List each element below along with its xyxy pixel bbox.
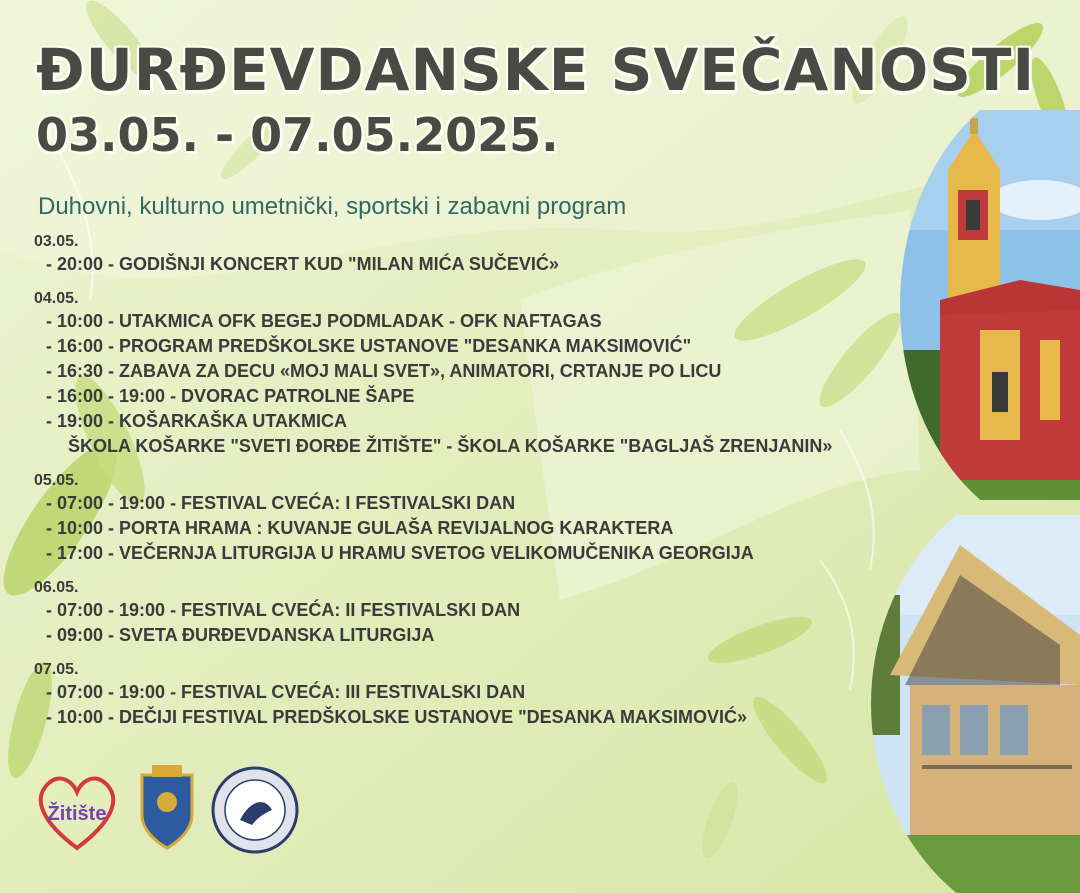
event-item: - 09:00 - SVETA ĐURĐEVDANSKA LITURGIJA [46,625,435,645]
coat-of-arms-icon [132,760,202,855]
zitiste-logo-text: Žitište [47,803,107,825]
event-dates: 03.05. - 07.05.2025. [36,108,559,162]
event-item: - 10:00 - UTAKMICA OFK BEGEJ PODMLADAK - OFK NAFTAGAS [46,311,602,331]
program-subtitle: Duhovni, kulturno umetnički, sportski i zabavni program [38,193,627,220]
event-item: - 20:00 - GODIŠNJI KONCERT KUD "MILAN MIĆA SUČEVIĆ» [46,254,559,274]
zitiste-tourism-logo [32,760,122,855]
event-item: - 07:00 - 19:00 - FESTIVAL CVEĆA: III FESTIVALSKI DAN [46,682,526,702]
event-item: - 17:00 - VEČERNJA LITURGIJA U HRAMU SVETOG VELIKOMUČENIKA GEORGIJA [46,543,754,563]
day-block [34,660,914,730]
poster-title: ĐURĐEVDANSKE SVEČANOSTI [36,36,1036,104]
event-item: - 10:00 - PORTA HRAMA : KUVANJE GULAŠA REVIJALNOG KARAKTERA [46,518,674,538]
local-community-seal [210,765,300,855]
event-item: - 16:00 - PROGRAM PREDŠKOLSKE USTANOVE "DESANKA MAKSIMOVIĆ" [46,336,692,356]
event-item: - 16:30 - ZABAVA ZA DECU «MOJ MALI SVET», ANIMATORI, CRTANJE PO LICU [46,361,722,381]
day-block [34,289,914,459]
day-block [34,578,914,648]
day-block [34,471,914,566]
event-item: - 10:00 - DEČIJI FESTIVAL PREDŠKOLSKE USTANOVE "DESANKA MAKSIMOVIĆ» [46,707,747,727]
event-item: - 16:00 - 19:00 - DVORAC PATROLNE ŠAPE [46,386,415,406]
event-item-continuation: ŠKOLA KOŠARKE "SVETI ĐORĐE ŽITIŠTE" - ŠKOLA KOŠARKE "BAGLJAŠ ZRENJANIN» [68,436,833,456]
event-item: - 19:00 - KOŠARKAŠKA UTAKMICA [46,411,348,431]
day-date: 04.05. [34,290,79,307]
day-date: 07.05. [34,661,79,678]
program-schedule [34,232,914,742]
event-item: - 07:00 - 19:00 - FESTIVAL CVEĆA: I FESTIVALSKI DAN [46,493,516,513]
day-date: 06.05. [34,579,79,596]
day-date: 03.05. [34,233,79,250]
event-item: - 07:00 - 19:00 - FESTIVAL CVEĆA: II FESTIVALSKI DAN [46,600,521,620]
sponsor-logos [32,760,312,860]
day-block [34,232,914,277]
day-date: 05.05. [34,472,79,489]
